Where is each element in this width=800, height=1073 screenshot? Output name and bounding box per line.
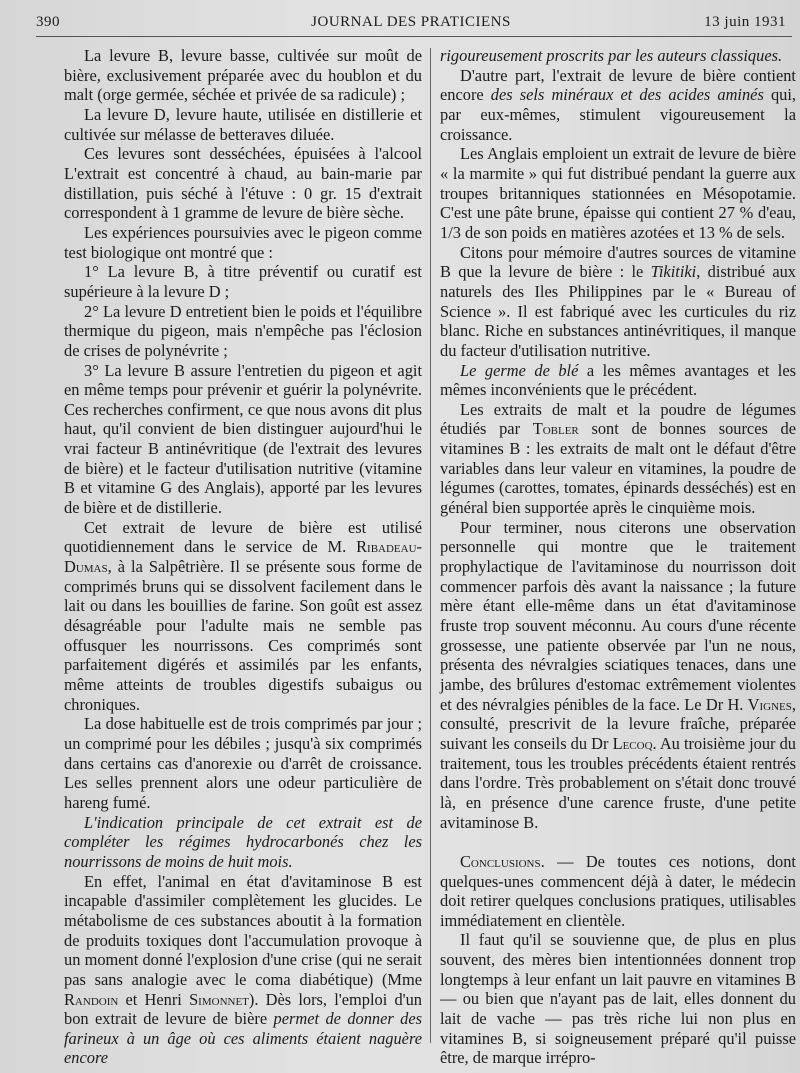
running-header [36, 14, 786, 34]
issue-date: 13 juin 1931 [704, 14, 786, 30]
paragraph: 2° La levure D entretient bien le poids et l'équilibre thermique du pigeon, mais n'empêche pas l'éclosion de crises de polynévrite ; [64, 301, 422, 360]
header-rule [36, 36, 792, 37]
paragraph: 1° La levure B, à titre préventif ou curatif est supérieure à la levure D ; [64, 262, 422, 301]
conclusions-paragraph: Conclusions. — De toutes ces notions, dont quelques-unes commencent déjà à dater, le médecin doit retirer quelques conclusions pratiques, utilisables immédiatement en clientèle. [440, 851, 796, 930]
paragraph: Citons pour mémoire d'autres sources de vitamine B que la levure de bière : le Tikitiki, distribué aux naturels des Iles Philippines par le « Bureau of Science ». Il est fabriqué avec les curticules du riz blanc. Riche en substances antinévritiques, il manque du facteur d'utilisation nutritive. [440, 242, 796, 360]
paragraph: D'autre part, l'extrait de levure de bière contient encore des sels minéraux et des acides aminés qui, par eux-mêmes, stimulent vigoureusement la croissance. [440, 65, 796, 144]
left-column [64, 46, 423, 1068]
right-column [440, 46, 796, 1068]
paragraph: Cet extrait de levure de bière est utilisé quotidiennement dans le service de M. Ribadeau-Dumas, à la Salpêtrière. Il se présente sous forme de comprimés bruns qui se dissolvent facilement dans le lait ou dans les bouillies de farine. Son goût est assez désagréable pour l'adulte mais ne semble pas offusquer les nourrissons. Ces comprimés sont parfaitement digérés et assimilés par les enfants, même atteints de troubles digestifs subaigus ou chroniques. [64, 517, 422, 714]
paragraph: 3° La levure B assure l'entretien du pigeon et agit en même temps pour prévenir et guérir la polynévrite. Ces recherches confirment, ce que nous avons dit plus haut, qu'il convient de bien distinguer aujourd'hui le vrai facteur B antinévritique (de l'extrait des levures de bière) et le facteur d'utilisation nutritive (vitamine B et vitamine G des Anglais), apporté par les levures de bière et de distillerie. [64, 360, 422, 518]
paragraph: L'indication principale de cet extrait est de compléter les régimes hydrocarbonés chez les nourrissons de moins de huit mois. [64, 812, 422, 871]
paragraph: En effet, l'animal en état d'avitaminose B est incapable d'assimiler complètement les glucides. Le métabolisme de ces substances aboutit à la formation de produits toxiques dont l'accumulation provoque à un moment donné l'explosion d'une crise (qui ne serait pas sans analogie avec le coma diabétique) (Mme Randoin et Henri Simonnet). Dès lors, l'emploi d'un bon extrait de levure de bière permet de donner des farineux à un âge où ces aliments étaient naguère encore [64, 871, 423, 1068]
paragraph: Pour terminer, nous citerons une observation personnelle qui montre que le traitement prophylactique de l'avitaminose du nourrisson doit commencer parfois dès avant la naissance ; la future mère étant elle-même dans un état d'avitaminose fruste trop souvent méconnu. Au cours d'une récente grossesse, une patiente observée par l'un ne nous, présenta des névralgies sciatiques tenaces, dans une jambe, des brûlures d'estomac extrêmement violentes et des névralgies pénibles de la face. Le Dr H. Vignes, consulté, prescrivit de la levure fraîche, préparée suivant les conseils du Dr Lecoq. Au troisième jour du traitement, tous les troubles précédents étaient rentrés dans l'ordre. Très probablement on s'était donc trouvé là, en présence d'une carence fruste, d'une petite avitaminose B. [440, 517, 796, 832]
paragraph: La levure B, levure basse, cultivée sur moût de bière, exclusivement préparée avec du houblon et du malt (orge germée, séchée et privée de sa radicule) ; [64, 46, 422, 105]
paragraph: Les expériences poursuivies avec le pigeon comme test biologique ont montré que : [64, 222, 422, 262]
page-number: 390 [36, 14, 60, 30]
section-heading: Conclusions. [460, 851, 545, 871]
paragraph: La levure D, levure haute, utilisée en distillerie et cultivée sur mélasse de betteraves diluée. [64, 104, 422, 144]
paragraph: Les Anglais emploient un extrait de levure de bière « la marmite » qui fut distribué pendant la guerre aux troupes britanniques stationnées en Mésopotamie. C'est une pâte brune, épaisse qui contient 27 % d'eau, 1/3 de son poids en matières azotées et 13 % de sels. [440, 144, 796, 242]
paragraph: rigoureusement proscrits par les auteurs classiques. [440, 46, 783, 65]
paragraph: Ces levures sont desséchées, épuisées à l'alcool L'extrait est concentré à chaud, au bain-marie par distillation, puis séché à l'étuve : 0 gr. 15 d'extrait correspondent à 1 gramme de levure de bière sèche. [64, 144, 422, 223]
paragraph: Il faut qu'il se souvienne que, de plus en plus souvent, des mères bien intentionnées donnent trop longtemps à leur enfant un lait pauvre en vitamines B — ou bien que n'ayant pas de lait, elles donnent du lait de vache — pas très riche lui non plus en vitamines B, si soigneusement préparé qu'il puisse être, de marque irrépro- [440, 930, 796, 1068]
paragraph: Les extraits de malt et la poudre de légumes étudiés par Tobler sont de bonnes sources de vitamines B : les extraits de malt ont le défaut d'être variables dans leur valeur en vitamines, la poudre de légumes (carottes, tomates, épinards desséchés) est en général bien supportée après le cinquième mois. [440, 399, 796, 518]
column-divider [430, 48, 431, 1043]
journal-title: JOURNAL DES PRATICIENS [311, 14, 511, 30]
paragraph: La dose habituelle est de trois comprimés par jour ; un comprimé pour les débiles ; jusqu'à six comprimés dans certains cas d'anorexie ou d'arrêt de croissance. Les selles prennent alors une odeur particulière de hareng fumé. [64, 714, 422, 812]
paragraph: Le germe de blé a les mêmes avantages et les mêmes inconvénients que le précédent. [440, 360, 796, 400]
